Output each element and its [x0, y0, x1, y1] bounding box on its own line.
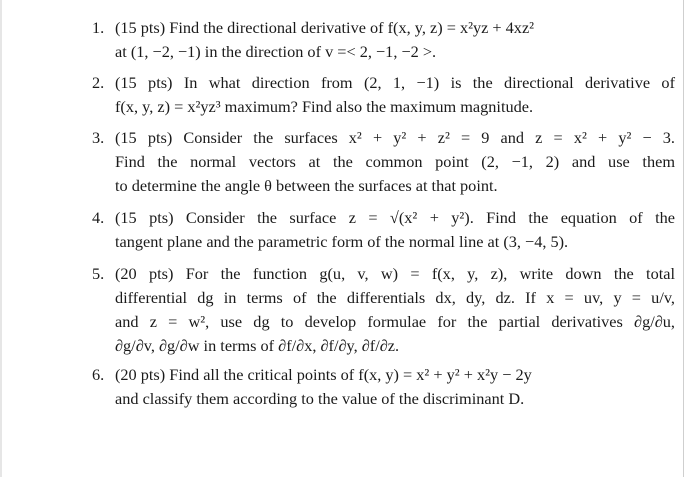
- problem-text-line: (20 pts) Find all the critical points of f(x, y) = x² + y² + x²y − 2y: [115, 365, 532, 384]
- problem-text-line: (15 pts) Consider the surface z = √(x² + y²). Find the equation of the: [115, 208, 675, 227]
- problem-text-line: (20 pts) For the function g(u, v, w) = f(x, y, z), write down the total: [115, 264, 675, 283]
- problem-text-line: (15 pts) In what direction from (2, 1, −1) is the directional derivative of: [115, 73, 675, 92]
- problem-text-line: (15 pts) Find the directional derivative of f(x, y, z) = x²yz + 4xz²: [115, 18, 535, 37]
- problem-text-line: ∂g/∂v, ∂g/∂w in terms of ∂f/∂x, ∂f/∂y, ∂f/∂z.: [115, 336, 400, 355]
- problem-text-line: Find the normal vectors at the common point (2, −1, 2) and use them: [115, 152, 675, 171]
- problem-number: 6.: [92, 365, 105, 384]
- problem-number: 2.: [92, 73, 105, 92]
- problem-text-line: and classify them according to the value of the discriminant D.: [115, 389, 525, 408]
- problem-text-line: and z = w², use dg to develop formulae for the partial derivatives ∂g/∂u,: [115, 312, 675, 331]
- problem-text-line: tangent plane and the parametric form of the normal line at (3, −4, 5).: [115, 232, 569, 251]
- page-right-edge: [683, 0, 684, 477]
- problem-text-line: to determine the angle θ between the surfaces at that point.: [115, 176, 498, 195]
- page-left-edge: [0, 0, 2, 477]
- problem-text-line: differential dg in terms of the differentials dx, dy, dz. If x = uv, y = u/v,: [115, 288, 675, 307]
- problem-text-line: (15 pts) Consider the surfaces x² + y² + z² = 9 and z = x² + y² − 3.: [115, 128, 675, 147]
- problem-number: 1.: [92, 18, 105, 37]
- problem-number: 3.: [92, 128, 105, 147]
- problem-text-line: at (1, −2, −1) in the direction of v =< 2, −1, −2 >.: [115, 42, 437, 61]
- problem-number: 4.: [92, 208, 105, 227]
- problem-number: 5.: [92, 264, 105, 283]
- problem-text-line: f(x, y, z) = x²yz³ maximum? Find also the maximum magnitude.: [115, 97, 534, 116]
